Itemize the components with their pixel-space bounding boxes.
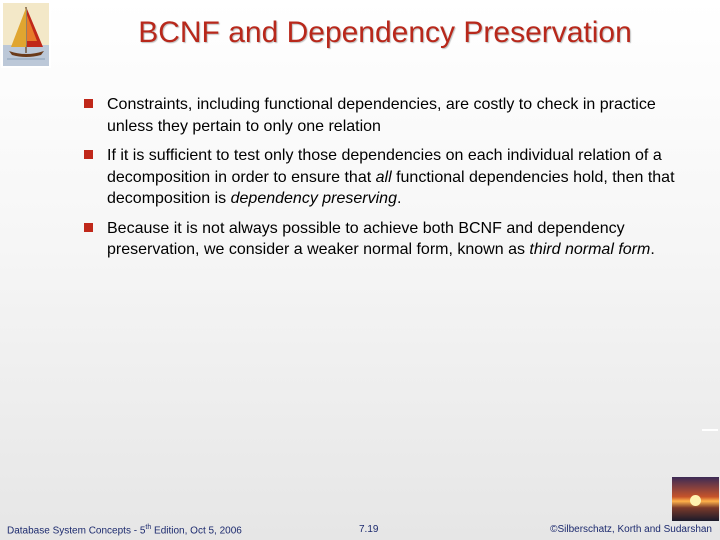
page-number: 7.19: [359, 524, 379, 535]
bullet-text: If it is sufficient to test only those dependencies on each individual relation of a decomposition in order to ensure that: [107, 147, 662, 186]
bullet-list: [84, 94, 684, 269]
square-bullet-icon: [84, 223, 93, 232]
bullet-text: Because it is not always possible to achieve both BCNF and dependency preservation, we consider a weaker normal form, known as: [107, 219, 625, 258]
sunset-icon: [672, 477, 719, 521]
footer-course-prefix: Database System Concepts - 5: [7, 525, 146, 537]
bullet-text: .: [650, 241, 655, 258]
footer-course-info: [7, 524, 242, 536]
bullet-item: [84, 218, 684, 261]
bullet-text: Constraints, including functional dependencies, are costly to check in practice unless they pertain to only one relation: [107, 96, 656, 135]
bullet-item: [84, 94, 684, 137]
bullet-text: functional dependencies hold, then that decomposition is: [107, 168, 675, 207]
bullet-emphasis: dependency preserving: [230, 190, 397, 207]
bullet-emphasis: all: [375, 168, 392, 186]
sun-icon: [690, 495, 701, 506]
edge-marker: [702, 429, 718, 431]
sailboat-logo-icon: [1, 1, 51, 68]
bullet-text: .: [396, 190, 402, 207]
square-bullet-icon: [84, 99, 93, 108]
bullet-item: [84, 145, 684, 210]
footer-course-sup: th: [145, 524, 152, 531]
bullet-emphasis: third normal form: [529, 241, 651, 258]
footer-copyright: ©Silberschatz, Korth and Sudarshan: [550, 524, 712, 535]
slide-title: BCNF and Dependency Preservation: [138, 16, 632, 49]
footer-course-suffix: Edition, Oct 5, 2006: [151, 525, 242, 537]
square-bullet-icon: [84, 150, 93, 159]
